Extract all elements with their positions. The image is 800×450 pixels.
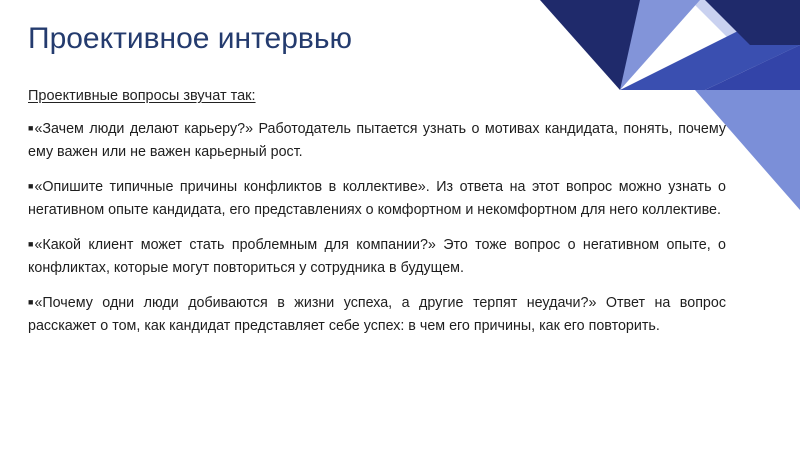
paragraph-1 bbox=[28, 117, 726, 164]
bullet-square-icon: ■ bbox=[28, 239, 34, 249]
bullet-square-icon: ■ bbox=[28, 181, 34, 191]
paragraph-4 bbox=[28, 291, 726, 338]
paragraph-text: «Почему одни люди добиваются в жизни успеха, а другие терпят неудачи?» Ответ на вопрос расскажет о том, как кандидат представляет себе успех: в чем его причины, как его повторить. bbox=[28, 295, 726, 334]
paragraph-list bbox=[28, 117, 726, 349]
slide-title: Проективное интервью bbox=[28, 22, 352, 55]
slide-subtitle: Проективные вопросы звучат так: bbox=[28, 88, 256, 104]
paragraph-text: «Какой клиент может стать проблемным для компании?» Это тоже вопрос о негативном опыте, о конфликтах, которые могут повториться у сотрудника в будущем. bbox=[28, 237, 726, 276]
paragraph-3 bbox=[28, 233, 726, 280]
paragraph-2 bbox=[28, 175, 726, 222]
paragraph-text: «Опишите типичные причины конфликтов в коллективе». Из ответа на этот вопрос можно узнать о негативном опыте кандидата, его представлениях о комфортном и некомфортном для него коллективе. bbox=[28, 179, 726, 218]
bullet-square-icon: ■ bbox=[28, 297, 34, 307]
paragraph-text: «Зачем люди делают карьеру?» Работодатель пытается узнать о мотивах кандидата, понять, почему ему важен или не важен карьерный рост. bbox=[28, 121, 726, 160]
bullet-square-icon: ■ bbox=[28, 123, 34, 133]
